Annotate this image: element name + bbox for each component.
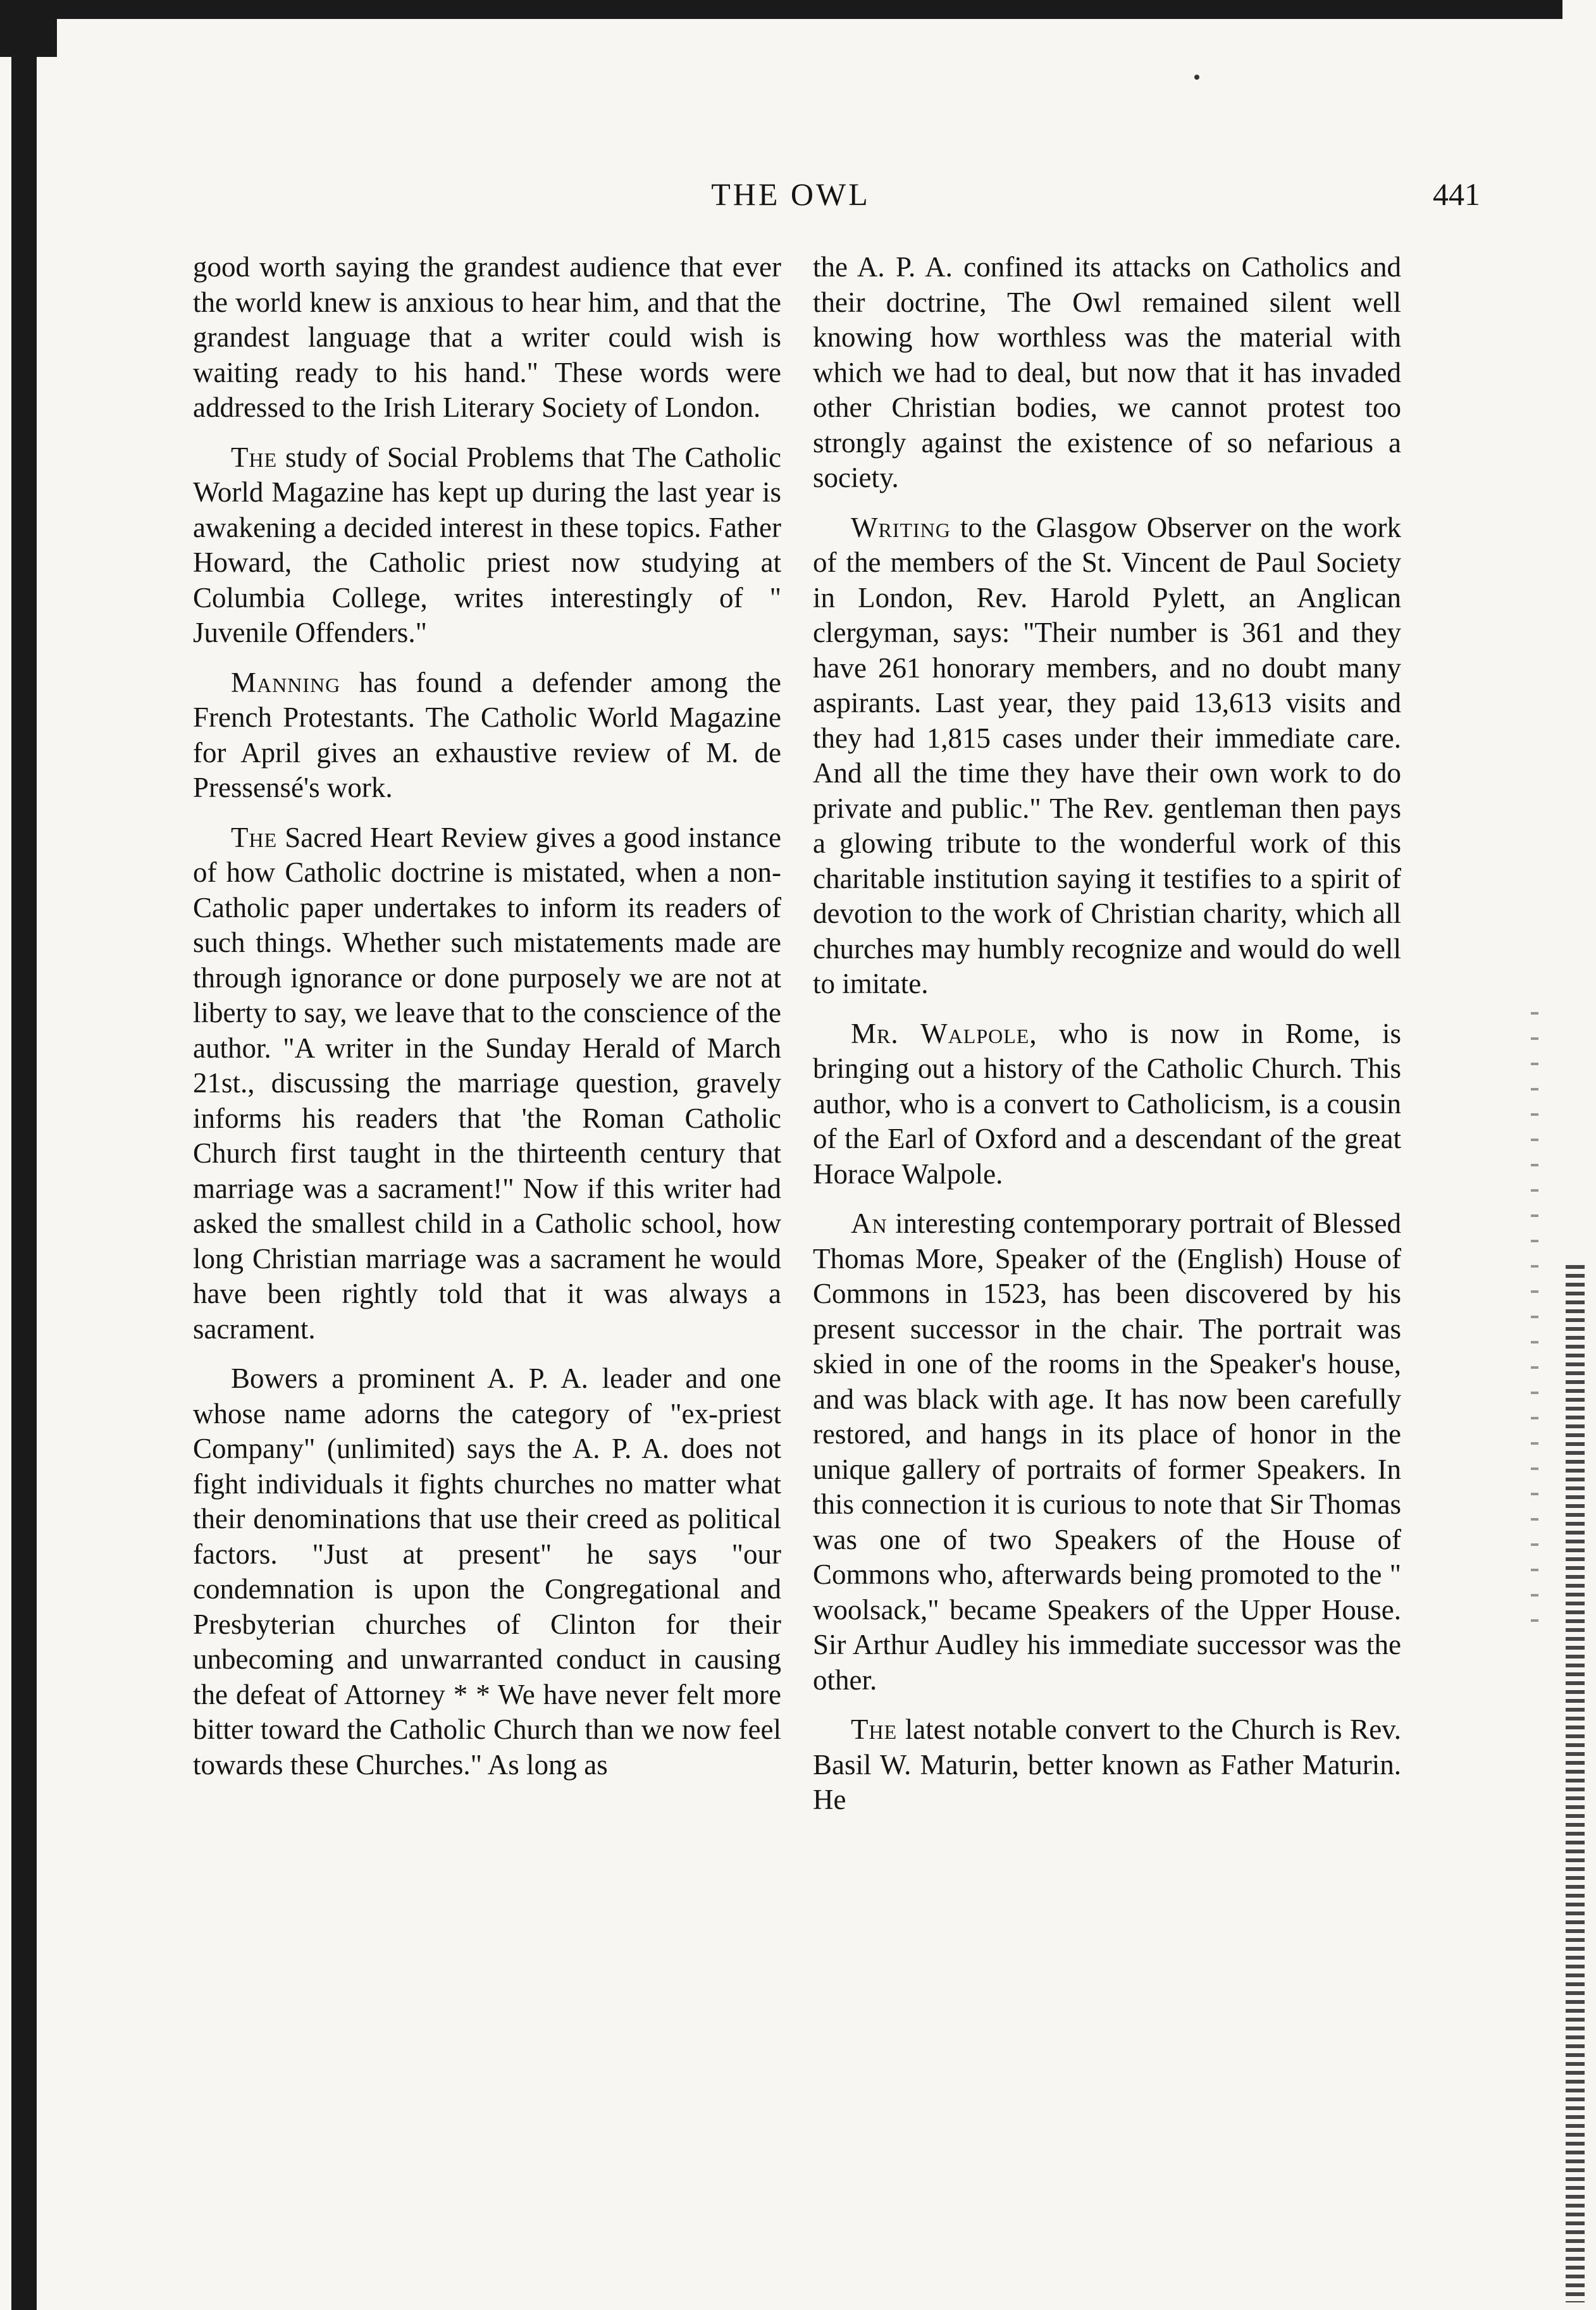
paragraph [813, 1016, 1401, 1192]
lead-word: An [851, 1208, 888, 1239]
paragraph [813, 1206, 1401, 1698]
paragraph [193, 665, 781, 806]
lead-word: Mr. Walpole, [851, 1017, 1037, 1049]
paragraph [193, 250, 781, 426]
paragraph-text: to the Glasgow Observer on the work of the members of the St. Vincent de Paul Society in London, Rev. Harold Pylett, an Anglican clergyman, says: "Their number is 361 and they have 261 honorary members, and no doubt many aspirants. Last year, they paid 13,613 visits and they had 1,815 cases under their immediate care. And all the time they have their own work to do private and public." The Rev. gentleman then pays a glowing tribute to the wonderful work of this charitable institution saying it testifies to a spirit of devotion to the work of Christian charity, which all churches may humbly recognize and would do well to imitate. [813, 511, 1401, 999]
page-edge-artifact [1566, 1265, 1585, 2302]
page-number: 441 [1433, 176, 1480, 212]
running-header [0, 176, 1596, 214]
lead-word: The [231, 441, 278, 473]
right-column [813, 250, 1401, 1832]
paragraph-text: who is now in Rome, is bringing out a history of the Catholic Church. This author, who is a convert to Catholicism, is a cousin of the Earl of Oxford and a descendant of the great Horace Walpole. [813, 1017, 1401, 1190]
paragraph-text: study of Social Problems that The Catholic World Magazine has kept up during the last year is awakening a decided interest in these topics. Father Howard, the Catholic priest now studying at Columbia College, writes interestingly of " Juvenile Offenders." [193, 441, 781, 648]
lead-word: The [231, 821, 278, 853]
running-title: THE OWL [711, 176, 870, 212]
paragraph [193, 1361, 781, 1782]
paragraph [193, 820, 781, 1347]
ink-speck [1194, 75, 1199, 80]
paragraph [813, 1712, 1401, 1818]
paragraph-text: Bowers a prominent A. P. A. leader and one whose name adorns the category of "ex-priest Company" (unlimited) says the A. P. A. does not fight individuals it fights churches no matter what their denominations that use their creed as political factors. "Just at present" he says "our condemnation is upon the Congregational and Presbyterian churches of Clinton for their unbecoming and unwarranted conduct in causing the defeat of Attorney * * We have never felt more bitter toward the Catholic Church than we now feel towards these Churches." As long as [193, 1362, 781, 1781]
left-border-rule [11, 0, 37, 2310]
paragraph-text: Sacred Heart Review gives a good instance of how Catholic doctrine is mistated, when a non-Catholic paper undertakes to inform its readers of such things. Whether such mistatements made are through ignorance or done purposely we are not at liberty to say, we leave that to the conscience of the author. "A writer in the Sunday Herald of March 21st., discussing the marriage question, gravely informs his readers that 'the Roman Catholic Church first taught in the thirteenth century that marriage was a sacrament!" Now if this writer had asked the smallest child in a Catholic school, how long Christian marriage was a sacrament he would have been rightly told that it was always a sacrament. [193, 821, 781, 1345]
paragraph-text: interesting contemporary portrait of Blessed Thomas More, Speaker of the (English) House of Commons in 1523, has been discovered by his present successor in the chair. The portrait was skied in one of the rooms in the Speaker's house, and was black with age. It has now been carefully restored, and hangs in its place of honor in the unique gallery of portraits of former Speakers. In this connection it is curious to note that Sir Thomas was one of two Speakers of the House of Commons who, afterwards being promoted to the " woolsack," became Speakers of the Upper House. Sir Arthur Audley his immediate successor was the other. [813, 1208, 1401, 1696]
paragraph-text: has found a defender among the French Protestants. The Catholic World Magazine for April gives an exhaustive review of M. de Pressensé's work. [193, 666, 781, 803]
paragraph-text: the A. P. A. confined its attacks on Catholics and their doctrine, The Owl remained silent well knowing how worthless was the material with which we had to deal, but now that it has invaded other Christian bodies, we cannot protest too strongly against the existence of so nefarious a society. [813, 251, 1401, 493]
paragraph-text: good worth saying the grandest audience that ever the world knew is anxious to hear him, and that the grandest language that a writer could wish is waiting ready to his hand." These words were addressed to the Irish Literary Society of London. [193, 251, 781, 423]
lead-word: Writing [851, 511, 951, 543]
paragraph [813, 510, 1401, 1002]
paragraph [193, 440, 781, 651]
paragraph-text: latest notable convert to the Church is Rev. Basil W. Maturin, better known as Father Maturin. He [813, 1714, 1401, 1815]
top-border-rule [0, 0, 1562, 19]
lead-word: Manning [231, 666, 341, 698]
paragraph [813, 250, 1401, 496]
margin-dots [1531, 1012, 1538, 1645]
lead-word: The [851, 1714, 898, 1745]
left-column [193, 250, 781, 1797]
